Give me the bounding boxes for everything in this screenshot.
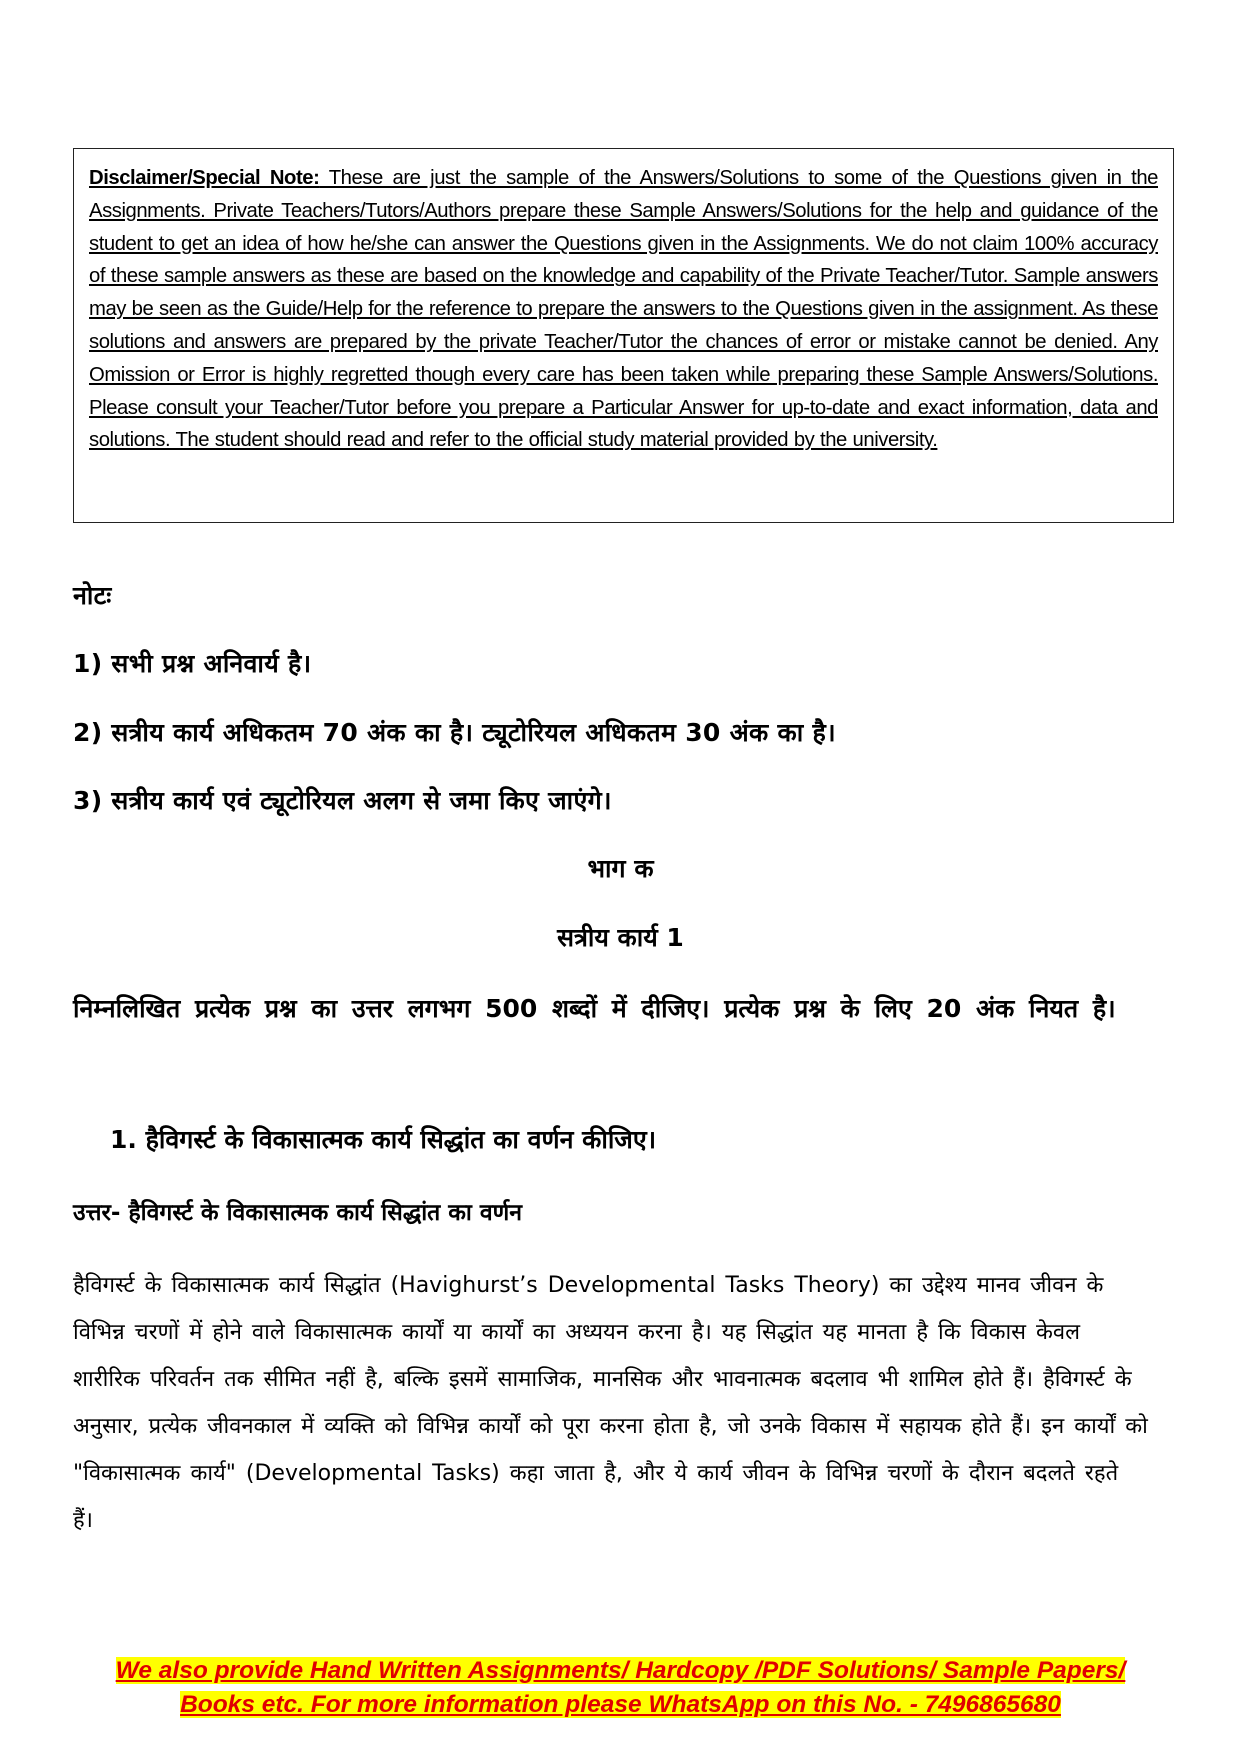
answer-heading: उत्तर- हैविगर्स्ट के विकासात्मक कार्य सिद्धांत का वर्णन: [73, 1200, 523, 1226]
answer-body: [73, 1262, 1148, 1544]
disclaimer-label: Disclaimer/Special Note:: [89, 167, 320, 189]
promo-line-1: We also provide Hand Written Assignments/ Hardcopy /PDF Solutions/ Sample Papers/: [115, 1657, 1126, 1684]
notes-heading: नोटः: [73, 581, 112, 610]
note-item-2: 2) सत्रीय कार्य अधिकतम 70 अंक का है। ट्यूटोरियल अधिकतम 30 अंक का है।: [73, 718, 836, 747]
disclaimer-box: [73, 148, 1174, 523]
disclaimer-body: These are just the sample of the Answers/Solutions to some of the Questions given in the Assignments. Private Teachers/Tutors/Authors prepare these Sample Answers/Solutions for the help and guidance of the student to get an idea of how he/she can answer the Questions given in the Assignments. We do not claim 100% accuracy of these sample answers as these are based on the knowledge and capability of the Private Teacher/Tutor. Sample answers may be seen as the Guide/Help for the reference to prepare the answers to the Questions given in the assignment. As these solutions and answers are prepared by the private Teacher/Tutor the chances of error or mistake cannot be denied. Any Omission or Error is highly regretted though every care has been taken while preparing these Sample Answers/Solutions. Please consult your Teacher/Tutor before you prepare a Particular Answer for up-to-date and exact information, data and solutions. The student should read and refer to the official study material provided by the university.: [89, 167, 1158, 452]
note-item-1: 1) सभी प्रश्न अनिवार्य है।: [73, 649, 312, 678]
question-1: 1. हैविगर्स्ट के विकासात्मक कार्य सिद्धांत का वर्णन कीजिए।: [110, 1125, 657, 1154]
promo-footer: [0, 1654, 1241, 1722]
promo-line-2: Books etc. For more information please WhatsApp on this No. - 7496865680: [180, 1691, 1061, 1718]
part-heading: भाग क: [587, 854, 654, 883]
assignment-heading: सत्रीय कार्य 1: [557, 923, 684, 952]
note-item-3: 3) सत्रीय कार्य एवं ट्यूटोरियल अलग से जमा किए जाएंगे।: [73, 786, 612, 815]
instruction-text: निम्नलिखित प्रत्येक प्रश्न का उत्तर लगभग 500 शब्दों में दीजिए। प्रत्येक प्रश्न के लिए 20 अंक नियत है।: [73, 994, 1116, 1023]
answer-paragraph: हैविगर्स्ट के विकासात्मक कार्य सिद्धांत (Havighurst’s Developmental Tasks Theory) का उद्देश्य मानव जीवन के विभिन्न चरणों में होने वाले विकासात्मक कार्यों या कार्यों का अध्ययन करना है। यह सिद्धांत यह मानता है कि विकास केवल शारीरिक परिवर्तन तक सीमित नहीं है, बल्कि इसमें सामाजिक, मानसिक और भावनात्मक बदलाव भी शामिल होते हैं। हैविगर्स्ट के अनुसार, प्रत्येक जीवनकाल में व्यक्ति को विभिन्न कार्यों को पूरा करना होता है, जो उनके विकास में सहायक होते हैं। इन कार्यों को "विकासात्मक कार्य" (Developmental Tasks) कहा जाता है, और ये कार्य जीवन के विभिन्न चरणों के दौरान बदलते रहते हैं।: [73, 1273, 1148, 1533]
disclaimer-text: [89, 162, 1158, 457]
